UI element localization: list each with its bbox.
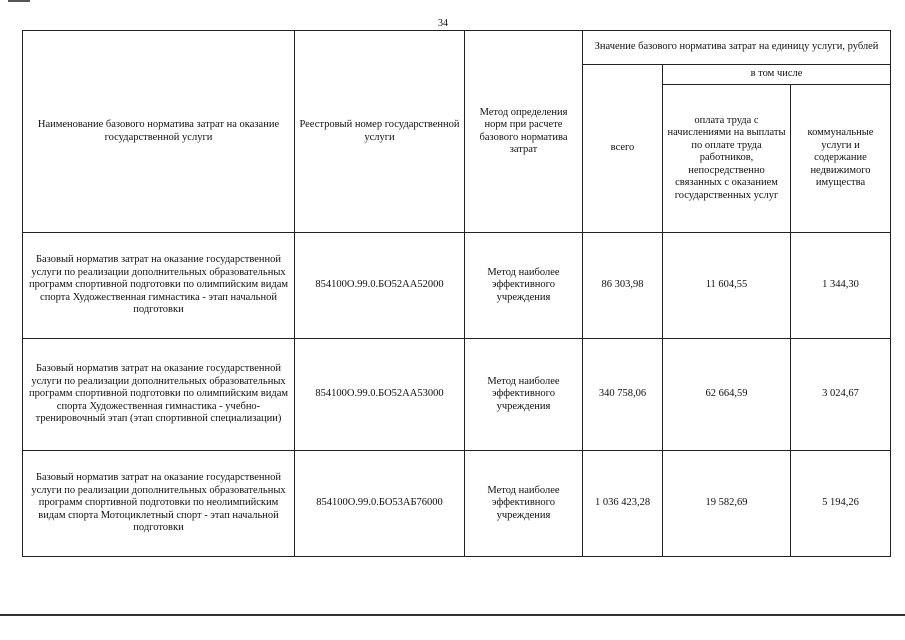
header-value-group: Значение базового норматива затрат на единицу услуги, рублей (583, 31, 891, 65)
row-total: 1 036 423,28 (583, 451, 663, 557)
header-row-1 (23, 31, 891, 65)
cost-norm-table (22, 30, 891, 557)
row-registry-number: 854100О.99.0.БО53АБ76000 (295, 451, 465, 557)
header-registry-number: Реестровый номер государственной услуги (295, 31, 465, 233)
row-labor-costs: 11 604,55 (663, 233, 791, 339)
row-total: 340 758,06 (583, 339, 663, 451)
row-utilities: 3 024,67 (791, 339, 891, 451)
row-utilities: 1 344,30 (791, 233, 891, 339)
row-method: Метод наиболее эффективного учреждения (465, 233, 583, 339)
table-row (23, 233, 891, 339)
row-labor-costs: 19 582,69 (663, 451, 791, 557)
header-name: Наименование базового норматива затрат на оказание государственной услуги (23, 31, 295, 233)
header-labor-costs: оплата труда с начислениями на выплаты по оплате труда работников, непосредственно связанных с оказанием государственных услуг (663, 85, 791, 233)
row-name: Базовый норматив затрат на оказание государственной услуги по реализации дополнительных образовательных программ спортивной подготовки по неолимпийским видам спорта Мотоциклетный спорт - этап начальной подготовки (23, 451, 295, 557)
header-total: всего (583, 65, 663, 233)
header-utilities: коммунальные услуги и содержание недвижимого имущества (791, 85, 891, 233)
row-utilities: 5 194,26 (791, 451, 891, 557)
row-method: Метод наиболее эффективного учреждения (465, 339, 583, 451)
table-row (23, 451, 891, 557)
header-including: в том числе (663, 65, 891, 85)
row-method: Метод наиболее эффективного учреждения (465, 451, 583, 557)
row-registry-number: 854100О.99.0.БО52АА53000 (295, 339, 465, 451)
page-number: 34 (438, 18, 448, 29)
page-bottom-border (0, 614, 905, 616)
table-row (23, 339, 891, 451)
row-total: 86 303,98 (583, 233, 663, 339)
row-name: Базовый норматив затрат на оказание государственной услуги по реализации дополнительных образовательных программ спортивной подготовки по олимпийским видам спорта Художественная гимнастика - этап начальной подготовки (23, 233, 295, 339)
scan-corner-mark (8, 0, 30, 2)
row-labor-costs: 62 664,59 (663, 339, 791, 451)
row-registry-number: 854100О.99.0.БО52АА52000 (295, 233, 465, 339)
row-name: Базовый норматив затрат на оказание государственной услуги по реализации дополнительных образовательных программ спортивной подготовки по олимпийским видам спорта Художественная гимнастика - учебно-тренировочный этап (этап спортивной специализации) (23, 339, 295, 451)
header-method: Метод определения норм при расчете базового норматива затрат (465, 31, 583, 233)
